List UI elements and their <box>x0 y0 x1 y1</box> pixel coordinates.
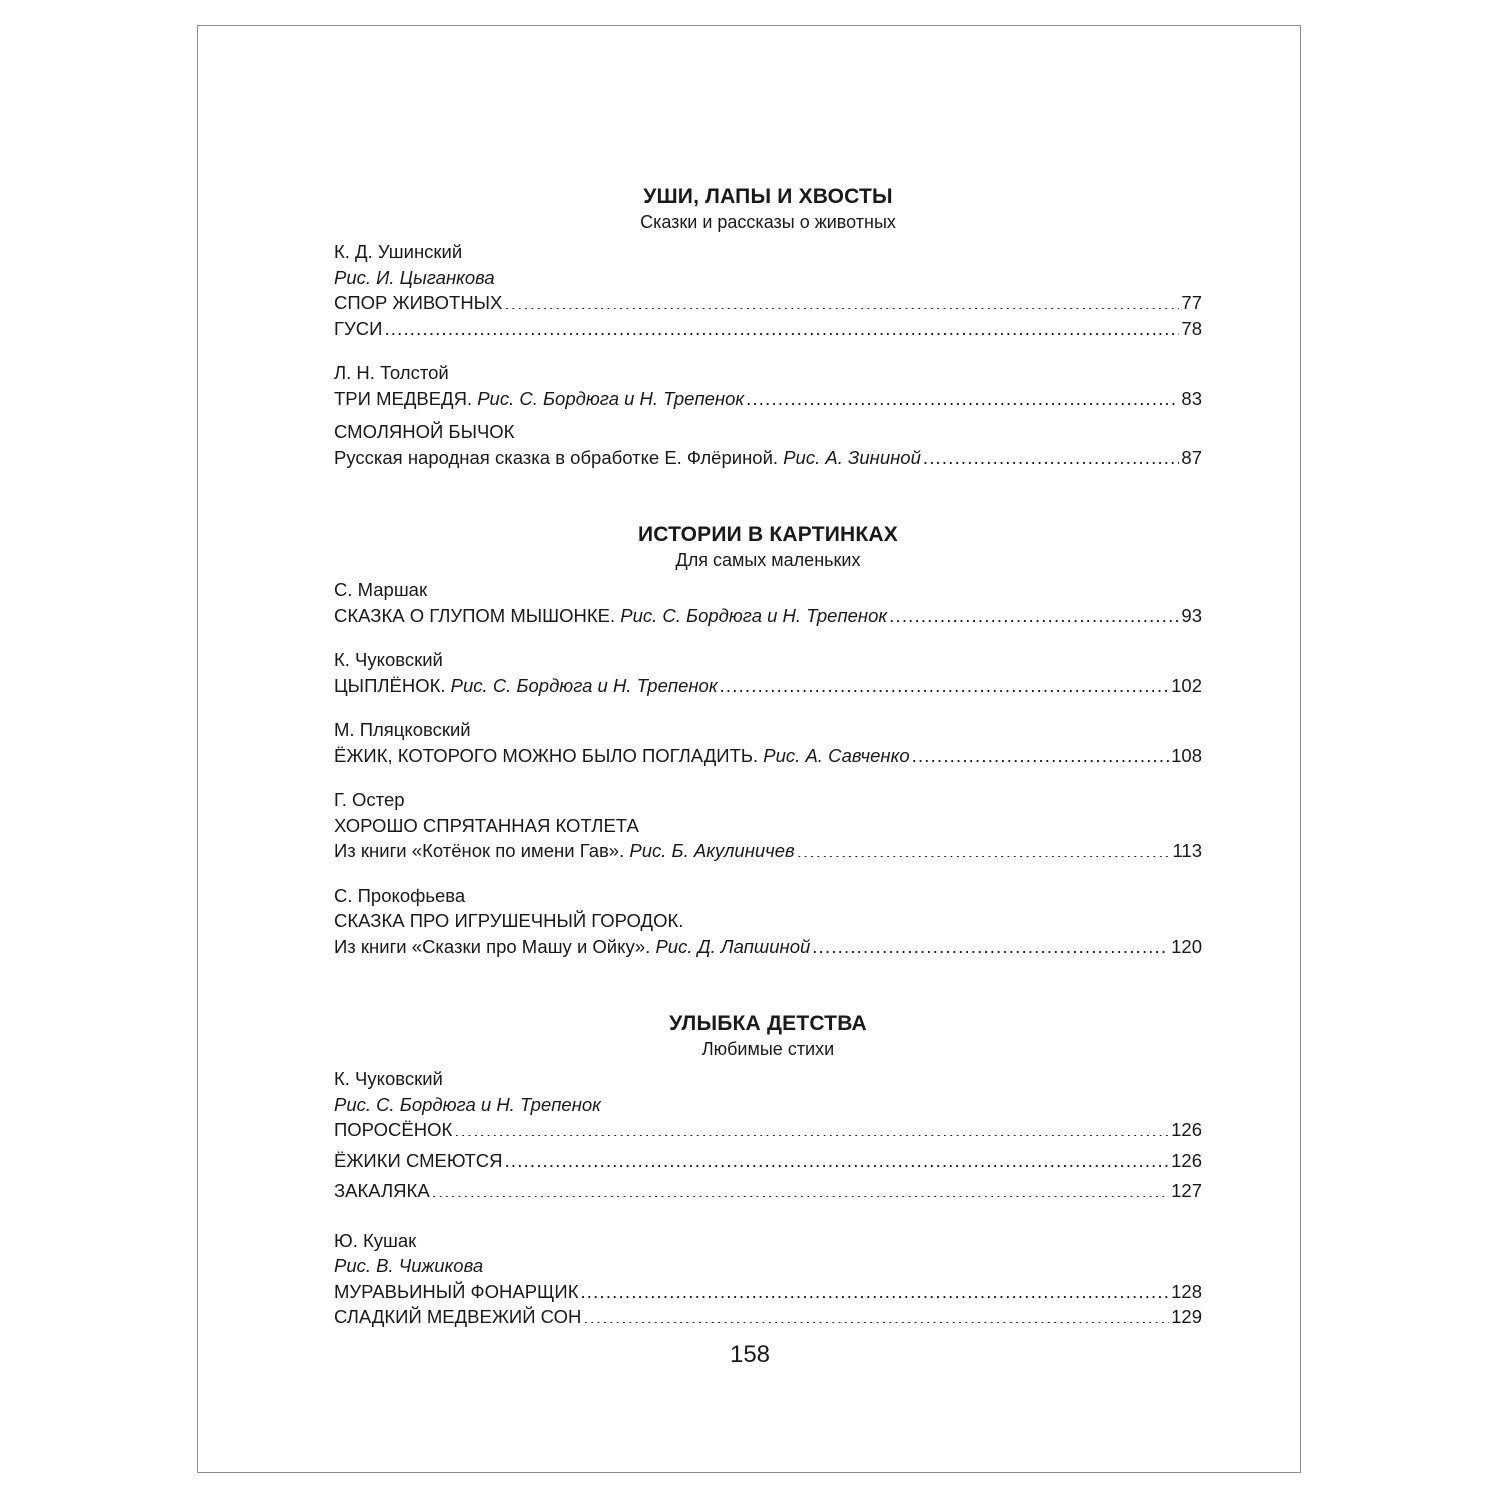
entry-credit: Рис. С. Бордюга и Н. Трепенок <box>477 387 745 409</box>
toc-entry[interactable] <box>334 316 1202 342</box>
section-subtitle: Любимые стихи <box>701 1039 835 1059</box>
leader-dots <box>923 445 1180 464</box>
entry-page: 102 <box>1171 674 1202 696</box>
entry-page: 93 <box>1181 604 1202 626</box>
author: К. Чуковский <box>334 649 443 670</box>
story-heading: СКАЗКА ПРО ИГРУШЕЧНЫЙ ГОРОДОК. <box>334 910 684 931</box>
toc-entry[interactable] <box>334 1279 1202 1305</box>
section-title: УШИ, ЛАПЫ И ХВОСТЫ <box>643 185 893 208</box>
toc-entry[interactable] <box>334 934 1202 960</box>
entry-page: 128 <box>1171 1280 1202 1302</box>
leader-dots <box>812 934 1169 953</box>
table-of-contents <box>334 184 1202 1330</box>
author: К. Чуковский <box>334 1068 443 1089</box>
author: Л. Н. Толстой <box>334 362 449 383</box>
section-subtitle: Сказки и рассказы о животных <box>640 212 896 232</box>
entry-title: СПОР ЖИВОТНЫХ <box>334 292 503 313</box>
entry-title: Из книги «Котёнок по имени Гав». <box>334 840 625 861</box>
illustrator: Рис. В. Чижикова <box>334 1255 484 1276</box>
toc-entry[interactable] <box>334 386 1202 412</box>
toc-entry[interactable] <box>334 838 1202 864</box>
leader-dots <box>384 316 1179 335</box>
entry-page: 77 <box>1181 292 1202 313</box>
leader-dots <box>720 673 1170 692</box>
entry-credit: Рис. А. Зининой <box>783 446 921 468</box>
entry-title: ТРИ МЕДВЕДЯ. <box>334 387 473 409</box>
leader-dots <box>746 386 1179 405</box>
entry-credit: Рис. С. Бордюга и Н. Трепенок <box>620 604 888 626</box>
leader-dots <box>454 1118 1169 1137</box>
toc-entry[interactable] <box>334 1304 1202 1330</box>
author: С. Прокофьева <box>334 884 466 906</box>
author: Г. Остер <box>334 789 405 810</box>
page-number: 158 <box>729 1341 771 1368</box>
section-title: ИСТОРИИ В КАРТИНКАХ <box>638 523 898 546</box>
toc-entry[interactable] <box>334 445 1202 471</box>
entry-page: 126 <box>1171 1119 1202 1140</box>
toc-section <box>334 522 1202 959</box>
author: К. Д. Ушинский <box>334 241 463 262</box>
toc-entry[interactable] <box>334 290 1202 316</box>
entry-page: 87 <box>1181 446 1202 468</box>
entry-page: 120 <box>1171 935 1202 957</box>
leader-dots <box>583 1305 1169 1324</box>
entry-title: ЁЖИКИ СМЕЮТСЯ <box>334 1149 503 1171</box>
entry-page: 78 <box>1181 317 1202 339</box>
story-heading: ХОРОШО СПРЯТАННАЯ КОТЛЕТА <box>334 814 639 836</box>
entry-page: 113 <box>1172 840 1202 861</box>
entry-page: 127 <box>1171 1180 1202 1201</box>
leader-dots <box>432 1179 1169 1198</box>
leader-dots <box>580 1279 1169 1298</box>
author: М. Пляцковский <box>334 719 471 740</box>
entry-credit: Рис. Б. Акулиничев <box>629 840 795 861</box>
entry-title: ЁЖИК, КОТОРОГО МОЖНО БЫЛО ПОГЛАДИТЬ. <box>334 744 759 766</box>
entry-credit: Рис. Д. Лапшиной <box>655 935 811 957</box>
entry-title: Из книги «Сказки про Машу и Ойку». <box>334 935 651 957</box>
toc-entry[interactable] <box>334 603 1202 629</box>
leader-dots <box>505 1148 1170 1167</box>
toc-section <box>334 184 1202 470</box>
section-title: УЛЫБКА ДЕТСТВА <box>669 1012 867 1035</box>
illustrator: Рис. С. Бордюга и Н. Трепенок <box>334 1093 601 1115</box>
leader-dots <box>797 839 1171 858</box>
entry-title: МУРАВЬИНЫЙ ФОНАРЩИК <box>334 1280 579 1302</box>
entry-title: СЛАДКИЙ МЕДВЕЖИЙ СОН <box>334 1306 582 1327</box>
toc-entry[interactable] <box>334 1117 1202 1143</box>
entry-title: ПОРОСЁНОК <box>334 1119 453 1140</box>
toc-section <box>334 1011 1202 1330</box>
entry-credit: Рис. С. Бордюга и Н. Трепенок <box>450 674 718 696</box>
entry-title: ГУСИ <box>334 317 383 339</box>
toc-entry[interactable] <box>334 743 1202 769</box>
entry-page: 83 <box>1181 387 1202 409</box>
toc-entry[interactable] <box>334 1178 1202 1204</box>
entry-page: 129 <box>1171 1306 1202 1327</box>
leader-dots <box>912 743 1170 762</box>
section-subtitle: Для самых маленьких <box>675 550 861 570</box>
toc-entry[interactable] <box>334 673 1202 699</box>
leader-dots <box>504 291 1179 310</box>
leader-dots <box>889 603 1179 622</box>
entry-title: ЗАКАЛЯКА <box>334 1180 430 1201</box>
toc-entry[interactable] <box>334 1148 1202 1174</box>
author: Ю. Кушак <box>334 1229 417 1251</box>
entry-title: СКАЗКА О ГЛУПОМ МЫШОНКЕ. <box>334 604 616 626</box>
entry-page: 126 <box>1171 1149 1202 1171</box>
story-heading: СМОЛЯНОЙ БЫЧОК <box>334 421 515 442</box>
entry-title: Русская народная сказка в обработке Е. Флёриной. <box>334 446 779 468</box>
entry-page: 108 <box>1171 744 1202 766</box>
illustrator: Рис. И. Цыганкова <box>334 266 495 288</box>
author: С. Маршак <box>334 579 428 600</box>
entry-title: ЦЫПЛЁНОК. <box>334 674 446 696</box>
entry-credit: Рис. А. Савченко <box>763 744 910 766</box>
